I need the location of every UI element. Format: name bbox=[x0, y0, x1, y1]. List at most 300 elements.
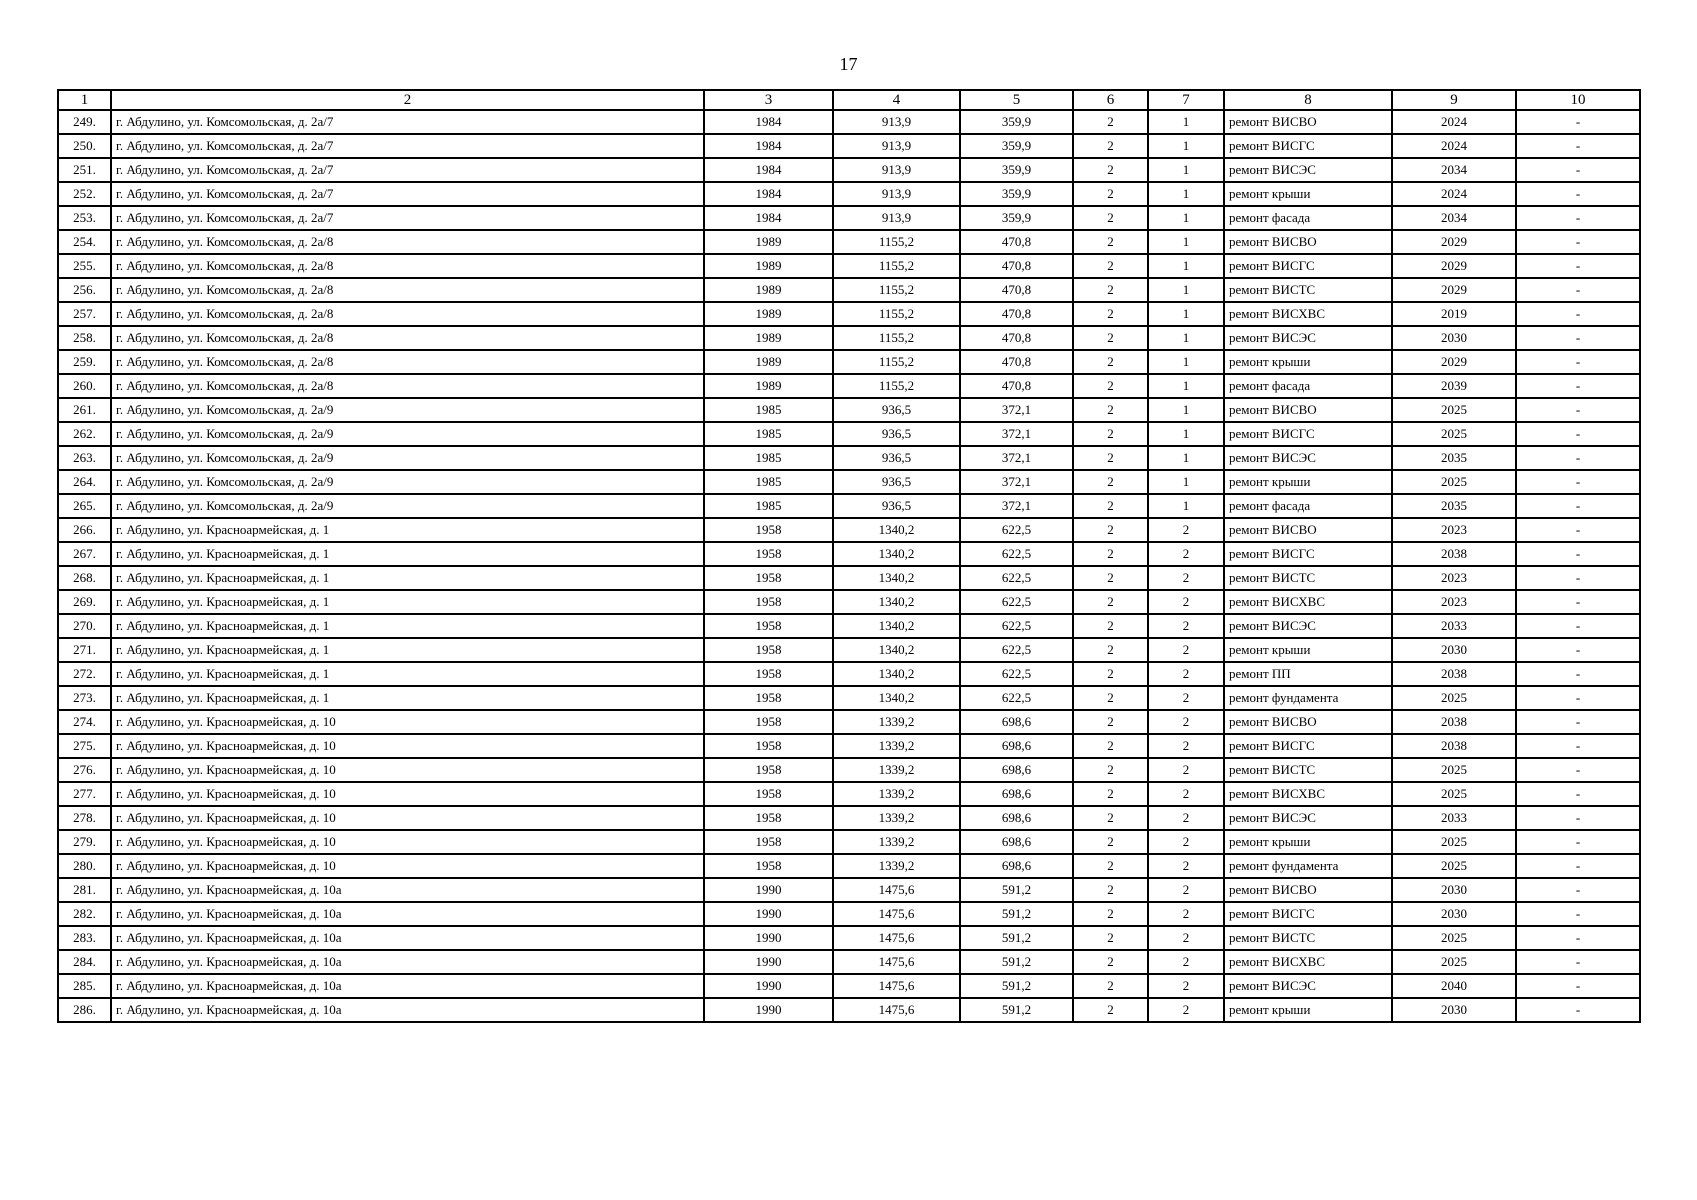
note-cell: - bbox=[1516, 830, 1640, 854]
floors-cell: 2 bbox=[1073, 230, 1148, 254]
table-row bbox=[58, 446, 1640, 470]
entrances-cell: 1 bbox=[1148, 326, 1224, 350]
entrances-cell: 1 bbox=[1148, 254, 1224, 278]
address-cell: г. Абдулино, ул. Красноармейская, д. 1 bbox=[111, 686, 704, 710]
table-row bbox=[58, 854, 1640, 878]
table-row bbox=[58, 542, 1640, 566]
planned-year-cell: 2034 bbox=[1392, 206, 1516, 230]
planned-year-cell: 2029 bbox=[1392, 254, 1516, 278]
table-row bbox=[58, 158, 1640, 182]
year-built-cell: 1958 bbox=[704, 566, 833, 590]
year-built-cell: 1984 bbox=[704, 206, 833, 230]
entrances-cell: 2 bbox=[1148, 614, 1224, 638]
row-number-cell: 260. bbox=[58, 374, 111, 398]
year-built-cell: 1984 bbox=[704, 134, 833, 158]
repair-type-cell: ремонт ВИСЭС bbox=[1224, 806, 1392, 830]
entrances-cell: 2 bbox=[1148, 926, 1224, 950]
repair-type-cell: ремонт ВИСЭС bbox=[1224, 614, 1392, 638]
year-built-cell: 1990 bbox=[704, 902, 833, 926]
year-built-cell: 1958 bbox=[704, 782, 833, 806]
entrances-cell: 2 bbox=[1148, 854, 1224, 878]
total-area-cell: 1475,6 bbox=[833, 902, 960, 926]
repair-type-cell: ремонт фундамента bbox=[1224, 854, 1392, 878]
total-area-cell: 1339,2 bbox=[833, 782, 960, 806]
total-area-cell: 1155,2 bbox=[833, 230, 960, 254]
living-area-cell: 698,6 bbox=[960, 734, 1073, 758]
row-number-cell: 258. bbox=[58, 326, 111, 350]
living-area-cell: 698,6 bbox=[960, 854, 1073, 878]
row-number-cell: 275. bbox=[58, 734, 111, 758]
row-number-cell: 252. bbox=[58, 182, 111, 206]
total-area-cell: 1340,2 bbox=[833, 590, 960, 614]
planned-year-cell: 2024 bbox=[1392, 134, 1516, 158]
repair-type-cell: ремонт ВИСГС bbox=[1224, 134, 1392, 158]
address-cell: г. Абдулино, ул. Комсомольская, д. 2а/7 bbox=[111, 110, 704, 134]
total-area-cell: 1155,2 bbox=[833, 374, 960, 398]
repair-type-cell: ремонт ВИСВО bbox=[1224, 878, 1392, 902]
repair-type-cell: ремонт крыши bbox=[1224, 998, 1392, 1022]
address-cell: г. Абдулино, ул. Комсомольская, д. 2а/9 bbox=[111, 446, 704, 470]
row-number-cell: 255. bbox=[58, 254, 111, 278]
repair-type-cell: ремонт ВИСВО bbox=[1224, 518, 1392, 542]
repair-type-cell: ремонт ВИСВО bbox=[1224, 110, 1392, 134]
year-built-cell: 1958 bbox=[704, 830, 833, 854]
table-row bbox=[58, 302, 1640, 326]
planned-year-cell: 2029 bbox=[1392, 230, 1516, 254]
planned-year-cell: 2038 bbox=[1392, 710, 1516, 734]
table-row bbox=[58, 326, 1640, 350]
note-cell: - bbox=[1516, 950, 1640, 974]
table-row bbox=[58, 806, 1640, 830]
address-cell: г. Абдулино, ул. Красноармейская, д. 10а bbox=[111, 950, 704, 974]
address-cell: г. Абдулино, ул. Комсомольская, д. 2а/8 bbox=[111, 350, 704, 374]
floors-cell: 2 bbox=[1073, 926, 1148, 950]
planned-year-cell: 2025 bbox=[1392, 830, 1516, 854]
note-cell: - bbox=[1516, 854, 1640, 878]
row-number-cell: 259. bbox=[58, 350, 111, 374]
total-area-cell: 1475,6 bbox=[833, 950, 960, 974]
floors-cell: 2 bbox=[1073, 110, 1148, 134]
entrances-cell: 1 bbox=[1148, 422, 1224, 446]
table-row bbox=[58, 374, 1640, 398]
planned-year-cell: 2025 bbox=[1392, 398, 1516, 422]
planned-year-cell: 2025 bbox=[1392, 926, 1516, 950]
address-cell: г. Абдулино, ул. Красноармейская, д. 10 bbox=[111, 710, 704, 734]
repair-type-cell: ремонт ВИСВО bbox=[1224, 230, 1392, 254]
address-cell: г. Абдулино, ул. Комсомольская, д. 2а/9 bbox=[111, 494, 704, 518]
table-row bbox=[58, 638, 1640, 662]
entrances-cell: 2 bbox=[1148, 638, 1224, 662]
floors-cell: 2 bbox=[1073, 734, 1148, 758]
row-number-cell: 282. bbox=[58, 902, 111, 926]
page-number: 17 bbox=[839, 54, 858, 74]
planned-year-cell: 2023 bbox=[1392, 518, 1516, 542]
repair-type-cell: ремонт крыши bbox=[1224, 182, 1392, 206]
repair-type-cell: ремонт ВИСЭС bbox=[1224, 446, 1392, 470]
address-cell: г. Абдулино, ул. Красноармейская, д. 1 bbox=[111, 590, 704, 614]
entrances-cell: 2 bbox=[1148, 758, 1224, 782]
repair-type-cell: ремонт фасада bbox=[1224, 494, 1392, 518]
row-number-cell: 284. bbox=[58, 950, 111, 974]
floors-cell: 2 bbox=[1073, 302, 1148, 326]
note-cell: - bbox=[1516, 686, 1640, 710]
table-row bbox=[58, 254, 1640, 278]
entrances-cell: 1 bbox=[1148, 470, 1224, 494]
row-number-cell: 265. bbox=[58, 494, 111, 518]
column-header-4: 4 bbox=[833, 90, 960, 110]
repair-type-cell: ремонт фасада bbox=[1224, 374, 1392, 398]
floors-cell: 2 bbox=[1073, 878, 1148, 902]
floors-cell: 2 bbox=[1073, 374, 1148, 398]
total-area-cell: 1340,2 bbox=[833, 614, 960, 638]
table-row bbox=[58, 614, 1640, 638]
table-row bbox=[58, 878, 1640, 902]
floors-cell: 2 bbox=[1073, 686, 1148, 710]
entrances-cell: 2 bbox=[1148, 782, 1224, 806]
living-area-cell: 698,6 bbox=[960, 710, 1073, 734]
note-cell: - bbox=[1516, 494, 1640, 518]
row-number-cell: 266. bbox=[58, 518, 111, 542]
living-area-cell: 470,8 bbox=[960, 350, 1073, 374]
table-row bbox=[58, 230, 1640, 254]
year-built-cell: 1990 bbox=[704, 926, 833, 950]
note-cell: - bbox=[1516, 878, 1640, 902]
total-area-cell: 1155,2 bbox=[833, 254, 960, 278]
year-built-cell: 1958 bbox=[704, 734, 833, 758]
repair-type-cell: ремонт ВИСЭС bbox=[1224, 326, 1392, 350]
living-area-cell: 372,1 bbox=[960, 446, 1073, 470]
living-area-cell: 622,5 bbox=[960, 542, 1073, 566]
entrances-cell: 1 bbox=[1148, 494, 1224, 518]
address-cell: г. Абдулино, ул. Комсомольская, д. 2а/9 bbox=[111, 398, 704, 422]
living-area-cell: 359,9 bbox=[960, 110, 1073, 134]
floors-cell: 2 bbox=[1073, 830, 1148, 854]
year-built-cell: 1985 bbox=[704, 446, 833, 470]
entrances-cell: 1 bbox=[1148, 398, 1224, 422]
row-number-cell: 268. bbox=[58, 566, 111, 590]
total-area-cell: 1340,2 bbox=[833, 542, 960, 566]
planned-year-cell: 2024 bbox=[1392, 182, 1516, 206]
planned-year-cell: 2038 bbox=[1392, 542, 1516, 566]
address-cell: г. Абдулино, ул. Комсомольская, д. 2а/9 bbox=[111, 470, 704, 494]
note-cell: - bbox=[1516, 806, 1640, 830]
year-built-cell: 1958 bbox=[704, 614, 833, 638]
floors-cell: 2 bbox=[1073, 998, 1148, 1022]
note-cell: - bbox=[1516, 302, 1640, 326]
note-cell: - bbox=[1516, 110, 1640, 134]
table-row bbox=[58, 830, 1640, 854]
note-cell: - bbox=[1516, 782, 1640, 806]
table-row bbox=[58, 110, 1640, 134]
row-number-cell: 249. bbox=[58, 110, 111, 134]
living-area-cell: 359,9 bbox=[960, 182, 1073, 206]
living-area-cell: 359,9 bbox=[960, 206, 1073, 230]
note-cell: - bbox=[1516, 470, 1640, 494]
note-cell: - bbox=[1516, 638, 1640, 662]
total-area-cell: 1339,2 bbox=[833, 758, 960, 782]
entrances-cell: 2 bbox=[1148, 518, 1224, 542]
year-built-cell: 1958 bbox=[704, 518, 833, 542]
planned-year-cell: 2023 bbox=[1392, 590, 1516, 614]
repair-type-cell: ремонт ВИСГС bbox=[1224, 422, 1392, 446]
planned-year-cell: 2038 bbox=[1392, 734, 1516, 758]
table-row bbox=[58, 902, 1640, 926]
row-number-cell: 277. bbox=[58, 782, 111, 806]
entrances-cell: 1 bbox=[1148, 182, 1224, 206]
address-cell: г. Абдулино, ул. Красноармейская, д. 10 bbox=[111, 806, 704, 830]
table-row bbox=[58, 422, 1640, 446]
row-number-cell: 281. bbox=[58, 878, 111, 902]
table-header-row bbox=[58, 90, 1640, 110]
repair-type-cell: ремонт ВИСГС bbox=[1224, 734, 1392, 758]
year-built-cell: 1985 bbox=[704, 494, 833, 518]
row-number-cell: 280. bbox=[58, 854, 111, 878]
planned-year-cell: 2019 bbox=[1392, 302, 1516, 326]
row-number-cell: 256. bbox=[58, 278, 111, 302]
floors-cell: 2 bbox=[1073, 134, 1148, 158]
row-number-cell: 274. bbox=[58, 710, 111, 734]
note-cell: - bbox=[1516, 662, 1640, 686]
floors-cell: 2 bbox=[1073, 614, 1148, 638]
address-cell: г. Абдулино, ул. Красноармейская, д. 10 bbox=[111, 782, 704, 806]
note-cell: - bbox=[1516, 350, 1640, 374]
row-number-cell: 257. bbox=[58, 302, 111, 326]
floors-cell: 2 bbox=[1073, 854, 1148, 878]
column-header-7: 7 bbox=[1148, 90, 1224, 110]
floors-cell: 2 bbox=[1073, 566, 1148, 590]
planned-year-cell: 2029 bbox=[1392, 278, 1516, 302]
total-area-cell: 936,5 bbox=[833, 398, 960, 422]
total-area-cell: 1475,6 bbox=[833, 998, 960, 1022]
row-number-cell: 251. bbox=[58, 158, 111, 182]
repair-type-cell: ремонт ВИСХВС bbox=[1224, 590, 1392, 614]
floors-cell: 2 bbox=[1073, 350, 1148, 374]
year-built-cell: 1985 bbox=[704, 398, 833, 422]
address-cell: г. Абдулино, ул. Красноармейская, д. 1 bbox=[111, 638, 704, 662]
living-area-cell: 359,9 bbox=[960, 134, 1073, 158]
living-area-cell: 372,1 bbox=[960, 470, 1073, 494]
address-cell: г. Абдулино, ул. Красноармейская, д. 1 bbox=[111, 566, 704, 590]
entrances-cell: 2 bbox=[1148, 662, 1224, 686]
repair-type-cell: ремонт ВИСВО bbox=[1224, 710, 1392, 734]
planned-year-cell: 2024 bbox=[1392, 110, 1516, 134]
year-built-cell: 1958 bbox=[704, 806, 833, 830]
row-number-cell: 250. bbox=[58, 134, 111, 158]
total-area-cell: 913,9 bbox=[833, 110, 960, 134]
year-built-cell: 1984 bbox=[704, 182, 833, 206]
total-area-cell: 1155,2 bbox=[833, 302, 960, 326]
note-cell: - bbox=[1516, 374, 1640, 398]
column-header-8: 8 bbox=[1224, 90, 1392, 110]
repair-type-cell: ремонт фундамента bbox=[1224, 686, 1392, 710]
entrances-cell: 2 bbox=[1148, 902, 1224, 926]
note-cell: - bbox=[1516, 278, 1640, 302]
total-area-cell: 1155,2 bbox=[833, 278, 960, 302]
planned-year-cell: 2035 bbox=[1392, 494, 1516, 518]
floors-cell: 2 bbox=[1073, 206, 1148, 230]
living-area-cell: 470,8 bbox=[960, 302, 1073, 326]
row-number-cell: 279. bbox=[58, 830, 111, 854]
table-row bbox=[58, 278, 1640, 302]
address-cell: г. Абдулино, ул. Красноармейская, д. 10 bbox=[111, 830, 704, 854]
floors-cell: 2 bbox=[1073, 590, 1148, 614]
living-area-cell: 470,8 bbox=[960, 230, 1073, 254]
note-cell: - bbox=[1516, 398, 1640, 422]
row-number-cell: 262. bbox=[58, 422, 111, 446]
total-area-cell: 936,5 bbox=[833, 446, 960, 470]
note-cell: - bbox=[1516, 518, 1640, 542]
table-row bbox=[58, 398, 1640, 422]
planned-year-cell: 2039 bbox=[1392, 374, 1516, 398]
year-built-cell: 1958 bbox=[704, 758, 833, 782]
address-cell: г. Абдулино, ул. Комсомольская, д. 2а/7 bbox=[111, 134, 704, 158]
table-row bbox=[58, 134, 1640, 158]
living-area-cell: 359,9 bbox=[960, 158, 1073, 182]
address-cell: г. Абдулино, ул. Красноармейская, д. 1 bbox=[111, 518, 704, 542]
row-number-cell: 276. bbox=[58, 758, 111, 782]
table-row bbox=[58, 782, 1640, 806]
repair-type-cell: ремонт ВИСЭС bbox=[1224, 158, 1392, 182]
year-built-cell: 1958 bbox=[704, 710, 833, 734]
address-cell: г. Абдулино, ул. Комсомольская, д. 2а/7 bbox=[111, 158, 704, 182]
repair-type-cell: ремонт фасада bbox=[1224, 206, 1392, 230]
living-area-cell: 622,5 bbox=[960, 590, 1073, 614]
total-area-cell: 1340,2 bbox=[833, 662, 960, 686]
address-cell: г. Абдулино, ул. Комсомольская, д. 2а/9 bbox=[111, 422, 704, 446]
note-cell: - bbox=[1516, 422, 1640, 446]
floors-cell: 2 bbox=[1073, 542, 1148, 566]
table-row bbox=[58, 974, 1640, 998]
total-area-cell: 1339,2 bbox=[833, 710, 960, 734]
living-area-cell: 591,2 bbox=[960, 998, 1073, 1022]
note-cell: - bbox=[1516, 902, 1640, 926]
note-cell: - bbox=[1516, 182, 1640, 206]
row-number-cell: 263. bbox=[58, 446, 111, 470]
column-header-6: 6 bbox=[1073, 90, 1148, 110]
address-cell: г. Абдулино, ул. Комсомольская, д. 2а/8 bbox=[111, 254, 704, 278]
entrances-cell: 1 bbox=[1148, 446, 1224, 470]
living-area-cell: 470,8 bbox=[960, 278, 1073, 302]
entrances-cell: 2 bbox=[1148, 950, 1224, 974]
planned-year-cell: 2025 bbox=[1392, 950, 1516, 974]
year-built-cell: 1989 bbox=[704, 374, 833, 398]
row-number-cell: 286. bbox=[58, 998, 111, 1022]
total-area-cell: 1155,2 bbox=[833, 326, 960, 350]
planned-year-cell: 2025 bbox=[1392, 686, 1516, 710]
column-header-10: 10 bbox=[1516, 90, 1640, 110]
repair-type-cell: ремонт ВИСВО bbox=[1224, 398, 1392, 422]
entrances-cell: 1 bbox=[1148, 158, 1224, 182]
column-header-9: 9 bbox=[1392, 90, 1516, 110]
floors-cell: 2 bbox=[1073, 494, 1148, 518]
planned-year-cell: 2025 bbox=[1392, 854, 1516, 878]
planned-year-cell: 2025 bbox=[1392, 782, 1516, 806]
row-number-cell: 270. bbox=[58, 614, 111, 638]
living-area-cell: 591,2 bbox=[960, 950, 1073, 974]
total-area-cell: 1340,2 bbox=[833, 518, 960, 542]
year-built-cell: 1958 bbox=[704, 638, 833, 662]
year-built-cell: 1958 bbox=[704, 662, 833, 686]
note-cell: - bbox=[1516, 254, 1640, 278]
address-cell: г. Абдулино, ул. Красноармейская, д. 10а bbox=[111, 998, 704, 1022]
repair-type-cell: ремонт ВИСТС bbox=[1224, 758, 1392, 782]
floors-cell: 2 bbox=[1073, 758, 1148, 782]
total-area-cell: 913,9 bbox=[833, 182, 960, 206]
entrances-cell: 2 bbox=[1148, 878, 1224, 902]
note-cell: - bbox=[1516, 446, 1640, 470]
planned-year-cell: 2030 bbox=[1392, 878, 1516, 902]
living-area-cell: 698,6 bbox=[960, 758, 1073, 782]
year-built-cell: 1990 bbox=[704, 878, 833, 902]
table-row bbox=[58, 734, 1640, 758]
floors-cell: 2 bbox=[1073, 710, 1148, 734]
repair-type-cell: ремонт крыши bbox=[1224, 350, 1392, 374]
entrances-cell: 2 bbox=[1148, 998, 1224, 1022]
total-area-cell: 1340,2 bbox=[833, 566, 960, 590]
row-number-cell: 283. bbox=[58, 926, 111, 950]
total-area-cell: 1339,2 bbox=[833, 854, 960, 878]
note-cell: - bbox=[1516, 926, 1640, 950]
address-cell: г. Абдулино, ул. Красноармейская, д. 1 bbox=[111, 662, 704, 686]
table-row bbox=[58, 518, 1640, 542]
entrances-cell: 2 bbox=[1148, 830, 1224, 854]
planned-year-cell: 2033 bbox=[1392, 614, 1516, 638]
table-row bbox=[58, 494, 1640, 518]
year-built-cell: 1989 bbox=[704, 302, 833, 326]
row-number-cell: 264. bbox=[58, 470, 111, 494]
floors-cell: 2 bbox=[1073, 518, 1148, 542]
floors-cell: 2 bbox=[1073, 470, 1148, 494]
floors-cell: 2 bbox=[1073, 950, 1148, 974]
column-header-5: 5 bbox=[960, 90, 1073, 110]
capital-repair-table bbox=[57, 89, 1641, 1023]
table-row bbox=[58, 590, 1640, 614]
total-area-cell: 913,9 bbox=[833, 134, 960, 158]
planned-year-cell: 2025 bbox=[1392, 422, 1516, 446]
repair-type-cell: ремонт ВИСХВС bbox=[1224, 302, 1392, 326]
entrances-cell: 2 bbox=[1148, 806, 1224, 830]
address-cell: г. Абдулино, ул. Красноармейская, д. 10 bbox=[111, 854, 704, 878]
column-header-3: 3 bbox=[704, 90, 833, 110]
planned-year-cell: 2034 bbox=[1392, 158, 1516, 182]
note-cell: - bbox=[1516, 998, 1640, 1022]
column-header-2: 2 bbox=[111, 90, 704, 110]
total-area-cell: 936,5 bbox=[833, 470, 960, 494]
entrances-cell: 1 bbox=[1148, 374, 1224, 398]
repair-type-cell: ремонт ВИСТС bbox=[1224, 926, 1392, 950]
planned-year-cell: 2030 bbox=[1392, 638, 1516, 662]
repair-type-cell: ремонт ВИСГС bbox=[1224, 902, 1392, 926]
address-cell: г. Абдулино, ул. Красноармейская, д. 1 bbox=[111, 614, 704, 638]
total-area-cell: 1339,2 bbox=[833, 830, 960, 854]
floors-cell: 2 bbox=[1073, 806, 1148, 830]
floors-cell: 2 bbox=[1073, 782, 1148, 806]
address-cell: г. Абдулино, ул. Красноармейская, д. 10а bbox=[111, 974, 704, 998]
floors-cell: 2 bbox=[1073, 398, 1148, 422]
table-body bbox=[58, 110, 1640, 1022]
address-cell: г. Абдулино, ул. Комсомольская, д. 2а/8 bbox=[111, 302, 704, 326]
total-area-cell: 936,5 bbox=[833, 422, 960, 446]
repair-type-cell: ремонт крыши bbox=[1224, 470, 1392, 494]
year-built-cell: 1989 bbox=[704, 350, 833, 374]
total-area-cell: 1475,6 bbox=[833, 974, 960, 998]
year-built-cell: 1989 bbox=[704, 254, 833, 278]
repair-type-cell: ремонт ВИСХВС bbox=[1224, 782, 1392, 806]
living-area-cell: 470,8 bbox=[960, 326, 1073, 350]
total-area-cell: 1475,6 bbox=[833, 926, 960, 950]
entrances-cell: 1 bbox=[1148, 206, 1224, 230]
note-cell: - bbox=[1516, 974, 1640, 998]
